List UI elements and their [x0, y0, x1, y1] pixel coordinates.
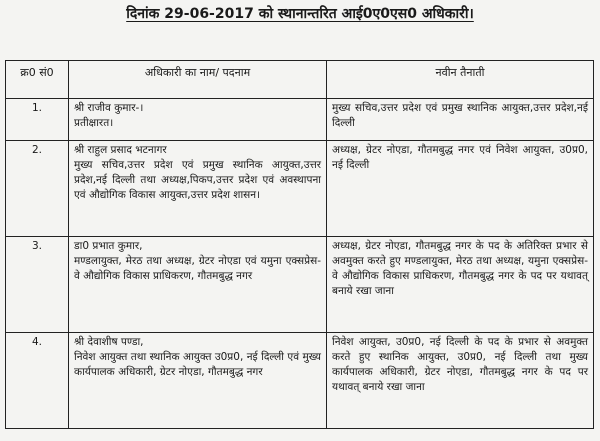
cell-officer: डा0 प्रभात कुमार, मण्डलायुक्त, मेरठ तथा अध्यक्ष, ग्रेटर नोएडा एवं यमुना एक्सप्रेस-वे औद्योगिक विकास प्राधिकरण, गौतमबुद्ध नगर — [69, 237, 327, 333]
cell-new-posting: निवेश आयुक्त, उ0प्र0, नई दिल्ली के पद के प्रभार से अवमुक्त करते हुए स्थानिक आयुक्त, उ0प्र0, नई दिल्ली तथा मुख्य कार्यपालक अधिकारी, ग्रेटर नोएडा, गौतमबुद्ध नगर के पद पर यथावत् बनाये रखा जाना — [327, 333, 594, 429]
cell-officer: श्री राहुल प्रसाद भटनागर मुख्य सचिव,उत्तर प्रदेश एवं प्रमुख स्थानिक आयुक्त,उत्तर प्रदेश,नई दिल्ली तथा अध्यक्ष,पिकप,उत्तर प्रदेश एवं अवस्थापना एवं औद्योगिक विकास आयुक्त,उत्तर प्रदेश शासन। — [69, 141, 327, 237]
cell-officer: श्री देवाशीष पण्डा, निवेश आयुक्त तथा स्थानिक आयुक्त उ0प्र0, नई दिल्ली एवं मुख्य कार्यपालक अधिकारी, ग्रेटर नोएडा, गौतमबुद्ध नगर — [69, 333, 327, 429]
table-row — [6, 333, 594, 429]
transfer-table — [5, 60, 594, 429]
header-officer-name: अधिकारी का नाम/ पदनाम — [69, 61, 327, 99]
header-new-posting: नवीन तैनाती — [327, 61, 594, 99]
table-row — [6, 99, 594, 141]
document-title: दिनांक 29-06-2017 को स्थानान्तरित आई0ए0एस0 अधिकारी। — [126, 6, 474, 22]
cell-serial-number: 4. — [6, 333, 69, 429]
cell-new-posting: अध्यक्ष, ग्रेटर नोएडा, गौतमबुद्ध नगर एवं निवेश आयुक्त, उ0प्र0, नई दिल्ली — [327, 141, 594, 237]
header-serial-number: क्र0 सं0 — [6, 61, 69, 99]
cell-officer: श्री राजीव कुमार-। प्रतीक्षारत। — [69, 99, 327, 141]
cell-serial-number: 3. — [6, 237, 69, 333]
cell-new-posting: अध्यक्ष, ग्रेटर नोएडा, गौतमबुद्ध नगर के पद के अतिरिक्त प्रभार से अवमुक्त करते हुए मण्डलायुक्त, मेरठ तथा अध्यक्ष, यमुना एक्सप्रेस-वे औद्योगिक विकास प्राधिकरण, गौतमबुद्ध नगर के पद पर यथावत् बनाये रखा जाना — [327, 237, 594, 333]
cell-serial-number: 2. — [6, 141, 69, 237]
cell-new-posting: मुख्य सचिव,उत्तर प्रदेश एवं प्रमुख स्थानिक आयुक्त,उत्तर प्रदेश,नई दिल्ली — [327, 99, 594, 141]
table-row — [6, 141, 594, 237]
table-row — [6, 237, 594, 333]
cell-serial-number: 1. — [6, 99, 69, 141]
table-header-row — [6, 61, 594, 99]
